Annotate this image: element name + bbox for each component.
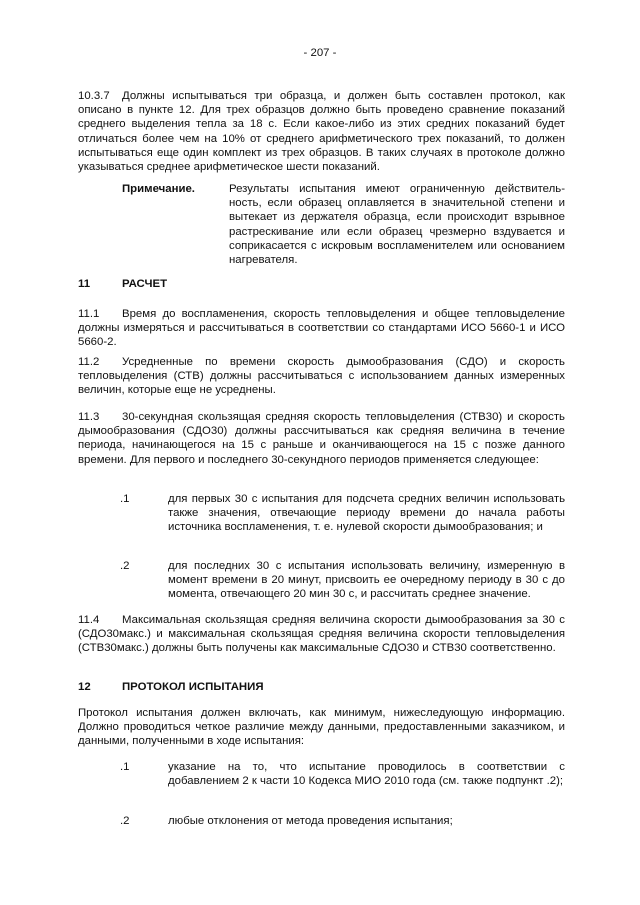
- list-item-text: указание на то, что испытание проводилось в соответствии с добавлением 2 к части 10 Кодекса МИО 2010 года (см. также подпункт .2);: [168, 761, 565, 788]
- paragraph-number: 11.3: [78, 411, 100, 423]
- section-title: РАСЧЕТ: [122, 278, 168, 290]
- paragraph-11-3: [78, 410, 565, 467]
- section-heading-12: [78, 680, 264, 694]
- paragraph-number: 11.4: [78, 614, 100, 626]
- paragraph-number: 10.3.7: [78, 90, 110, 102]
- note-text: Результаты испытания имеют ограниченную действитель-ность, если образец оплавляется в значительной степени и вытекает из держателя образца, если происходит взрывное растрескивание или если образец чрезмерно вздувается и соприкасается с искровым воспламенителем или основанием нагревателя.: [229, 183, 565, 267]
- list-item-number: .1: [120, 761, 130, 773]
- paragraph-number: 11.2: [78, 356, 100, 368]
- paragraph-text: 30-секундная скользящая средняя скорость тепловыделения (СТВ30) и скорость дымообразования (СДО30) должны рассчитываться как средняя величина в течение периода, начинающегося на 15 с раньше и оканчивающегося на 15 с позже данного времени. Для первого и последнего 30-секундного периодов применяется следующее:: [78, 411, 565, 466]
- paragraph-text: Должны испытываться три образца, и должен быть составлен протокол, как описано в пункте 12. Для трех образцов должно быть проведено сравнение показаний среднего выделения тепла за 18 с. Если какое-либо из этих средних показаний будет отличаться более чем на 10% от среднего арифметического трех показаний, то должен испытываться еще один комплект из трех образцов. В таких случаях в протоколе должно указываться среднее арифметическое шести показаний.: [78, 90, 565, 174]
- paragraph-11-4: [78, 613, 565, 656]
- list-item-number: .1: [120, 493, 130, 505]
- paragraph-text: Максимальная скользящая средняя величина скорости дымообразования за 30 с (СДО30макс.) и максимальная скользящая средняя величина скорости тепловыделения (СТВ30макс.) должны быть получены как максимальные СДО30 и СТВ30 соответственно.: [78, 614, 565, 655]
- paragraph-10-3-7: [78, 89, 565, 174]
- section-number: 12: [78, 681, 91, 693]
- page-number: - 207 -: [303, 47, 337, 59]
- list-item-number: .2: [120, 560, 130, 572]
- paragraph-11-2: [78, 355, 565, 398]
- paragraph-text: Усредненные по времени скорость дымообразования (СДО) и скорость тепловыделения (СТВ) должны рассчитываться с использованием данных измеренных величин, которые еще не усреднены.: [78, 356, 565, 397]
- section-heading-11: [78, 277, 167, 291]
- list-item-number: .2: [120, 815, 130, 827]
- list-item-text: для первых 30 с испытания для подсчета средних величин использовать также значения, отвечающие периоду времени до начала работы источника воспламенения, т. е. нулевой скорости дымообразования; и: [168, 493, 565, 534]
- paragraph-text: Время до воспламенения, скорость тепловыделения и общее тепловыделение должны измеряться и рассчитываться в соответствии со стандартами ИСО 5660-1 и ИСО 5660-2.: [78, 308, 565, 349]
- paragraph-12-intro: Протокол испытания должен включать, как минимум, нижеследующую информацию. Должно проводиться четкое различие между данными, предоставленными заказчиком, и данными, полученными в ходе испытания:: [78, 707, 565, 748]
- list-item-text: любые отклонения от метода проведения испытания;: [168, 815, 453, 827]
- section-number: 11: [78, 278, 91, 290]
- section-title: ПРОТОКОЛ ИСПЫТАНИЯ: [122, 681, 264, 693]
- paragraph-number: 11.1: [78, 308, 100, 320]
- paragraph-11-1: [78, 307, 565, 350]
- list-item-text: для последних 30 с испытания использовать величину, измеренную в момент времени в 20 минут, присвоить ее очередному периоду в 30 с до момента, отвечающего 20 мин 30 с, и рассчитать среднее значение.: [168, 560, 565, 601]
- note-label: Примечание.: [122, 183, 195, 195]
